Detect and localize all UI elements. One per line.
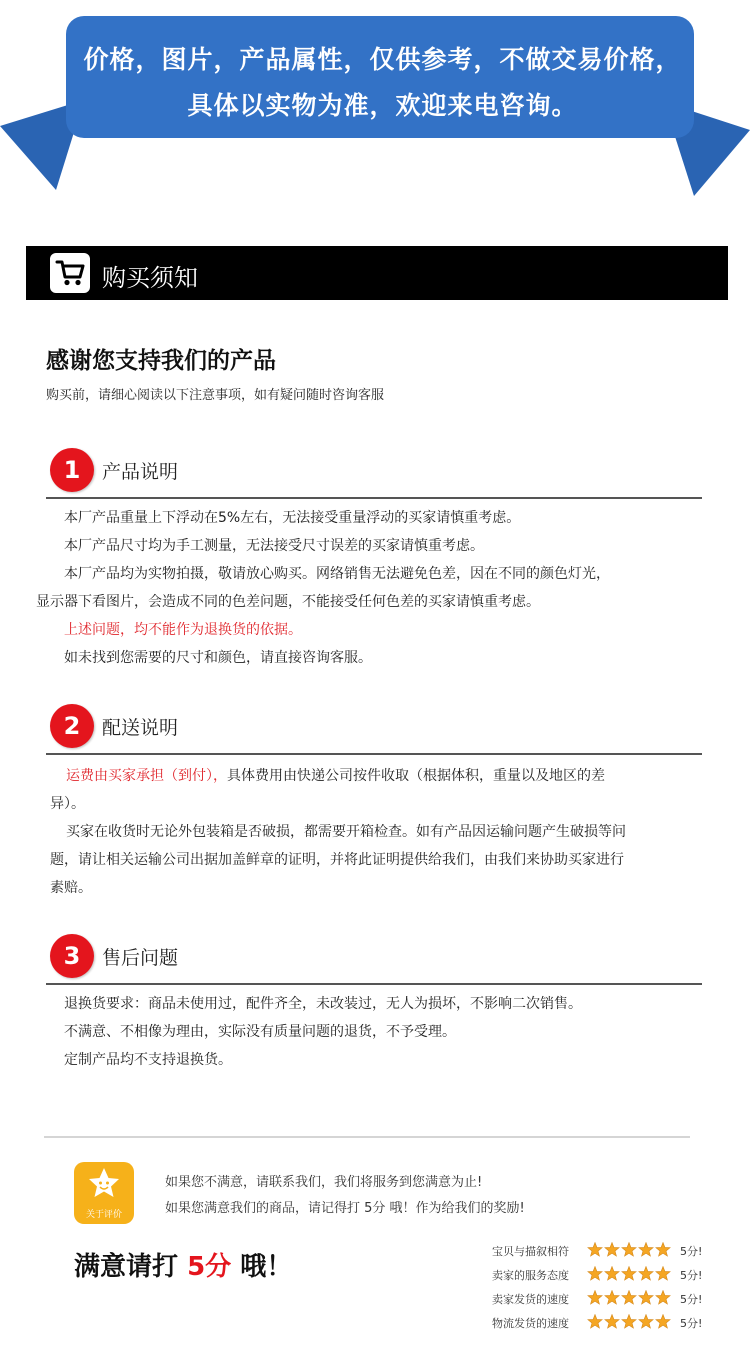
star-icon [639,1243,653,1257]
section-product-info-body [36,504,710,672]
star-icon [656,1315,670,1329]
star-icon [588,1243,602,1257]
section-title: 配送说明 [102,717,179,739]
warning-paragraph: 上述问题，均不能作为退换货的依据。 [64,622,302,638]
paragraph: 不满意、不相像为理由，实际没有质量问题的退货，不予受理。 [64,1024,456,1040]
rating-list [492,1240,742,1336]
review-badge [74,1162,134,1224]
star-icon [656,1291,670,1305]
purchase-notice-header [26,246,728,300]
section-product-info [46,448,702,496]
paragraph: 退换货要求：商品未使用过，配件齐全，未改装过，无人为损坏，不影响二次销售。 [64,996,582,1012]
rating-label: 宝贝与描叙相符 [492,1245,569,1258]
section-title: 产品说明 [102,461,179,483]
star-icon [656,1243,670,1257]
star-icon [639,1315,653,1329]
star-icon [622,1267,636,1281]
section-title: 售后问题 [102,947,179,969]
rating-row [492,1240,742,1264]
shipping-fee-note: 运费由买家承担（到付）， [66,768,227,784]
rating-label: 物流发货的速度 [492,1317,569,1330]
intro-subtitle: 购买前，请细心阅读以下注意事项，如有疑问随时咨询客服 [46,388,385,403]
section-delivery-info-body [50,762,710,902]
banner-line-2: 具体以实物为准，欢迎来电咨询。 [187,91,578,120]
section-after-sales-body [50,990,710,1074]
paragraph: 定制产品均不支持退换货。 [64,1052,232,1068]
section-number-badge: 1 [50,448,94,492]
star-icon [605,1243,619,1257]
section-delivery-info [46,704,702,752]
slogan-prefix: 满意请打 [74,1252,179,1282]
rating-score: 5分! [680,1317,703,1330]
slogan-score: 5分 [187,1252,232,1282]
star-icon [639,1267,653,1281]
star-icon [605,1291,619,1305]
rating-stars [587,1242,673,1258]
footer-divider [44,1136,690,1138]
section-number-badge: 3 [50,934,94,978]
star-icon [605,1315,619,1329]
star-icon [588,1315,602,1329]
review-badge-label: 关于评价 [85,1210,122,1220]
paragraph: 题，请让相关运输公司出据加盖鲜章的证明，并将此证明提供给我们，由我们来协助买家进行 [50,852,624,868]
slogan-suffix: 哦！ [240,1252,293,1282]
banner-line-1: 价格，图片，产品属性，仅供参考，不做交易价格， [83,45,682,74]
paragraph: 异）。 [50,796,85,812]
purchase-notice-title: 购买须知 [102,264,198,292]
star-face-icon [88,1167,120,1199]
rating-row [492,1288,742,1312]
rating-row [492,1312,742,1336]
rating-score: 5分! [680,1269,703,1282]
rating-score: 5分! [680,1293,703,1306]
section-divider [46,497,702,499]
section-after-sales [46,934,702,982]
paragraph: 本厂产品重量上下浮动在5%左右，无法接受重量浮动的买家请慎重考虑。 [64,510,521,526]
star-icon [639,1291,653,1305]
unsatisfied-message: 如果您不满意，请联系我们，我们将服务到您满意为止! [165,1175,483,1190]
satisfied-message: 如果您满意我们的商品，请记得打 5分 哦！作为给我们的奖励! [165,1201,525,1216]
rating-stars [587,1314,673,1330]
star-icon [622,1291,636,1305]
star-icon [605,1267,619,1281]
rating-label: 卖家发货的速度 [492,1293,569,1306]
star-icon [588,1291,602,1305]
star-icon [656,1267,670,1281]
notice-banner [0,0,750,210]
rating-score: 5分! [680,1245,703,1258]
paragraph: 如未找到您需要的尺寸和颜色，请直接咨询客服。 [64,650,372,666]
section-divider [46,753,702,755]
star-icon [622,1315,636,1329]
paragraph: 买家在收货时无论外包装箱是否破损，都需要开箱检查。如有产品因运输问题产生破损等问 [66,824,626,840]
intro-title: 感谢您支持我们的产品 [46,348,276,374]
star-icon [622,1243,636,1257]
paragraph: 素赔。 [50,880,92,896]
paragraph: 本厂产品尺寸均为手工测量，无法接受尺寸误差的买家请慎重考虑。 [64,538,484,554]
paragraph: 具体费用由快递公司按件收取（根据体积，重量以及地区的差 [227,768,605,784]
paragraph: 本厂产品均为实物拍摄，敬请放心购买。网络销售无法避免色差，因在不同的颜色灯光， [64,566,610,582]
section-number-badge: 2 [50,704,94,748]
cart-icon [50,253,90,293]
section-divider [46,983,702,985]
star-icon [588,1267,602,1281]
rating-label: 卖家的服务态度 [492,1269,569,1282]
rating-stars [587,1290,673,1306]
rate-five-slogan [74,1246,292,1283]
rating-row [492,1264,742,1288]
rating-stars [587,1266,673,1282]
paragraph: 显示器下看图片，会造成不同的色差问题，不能接受任何色差的买家请慎重考虑。 [36,594,540,610]
